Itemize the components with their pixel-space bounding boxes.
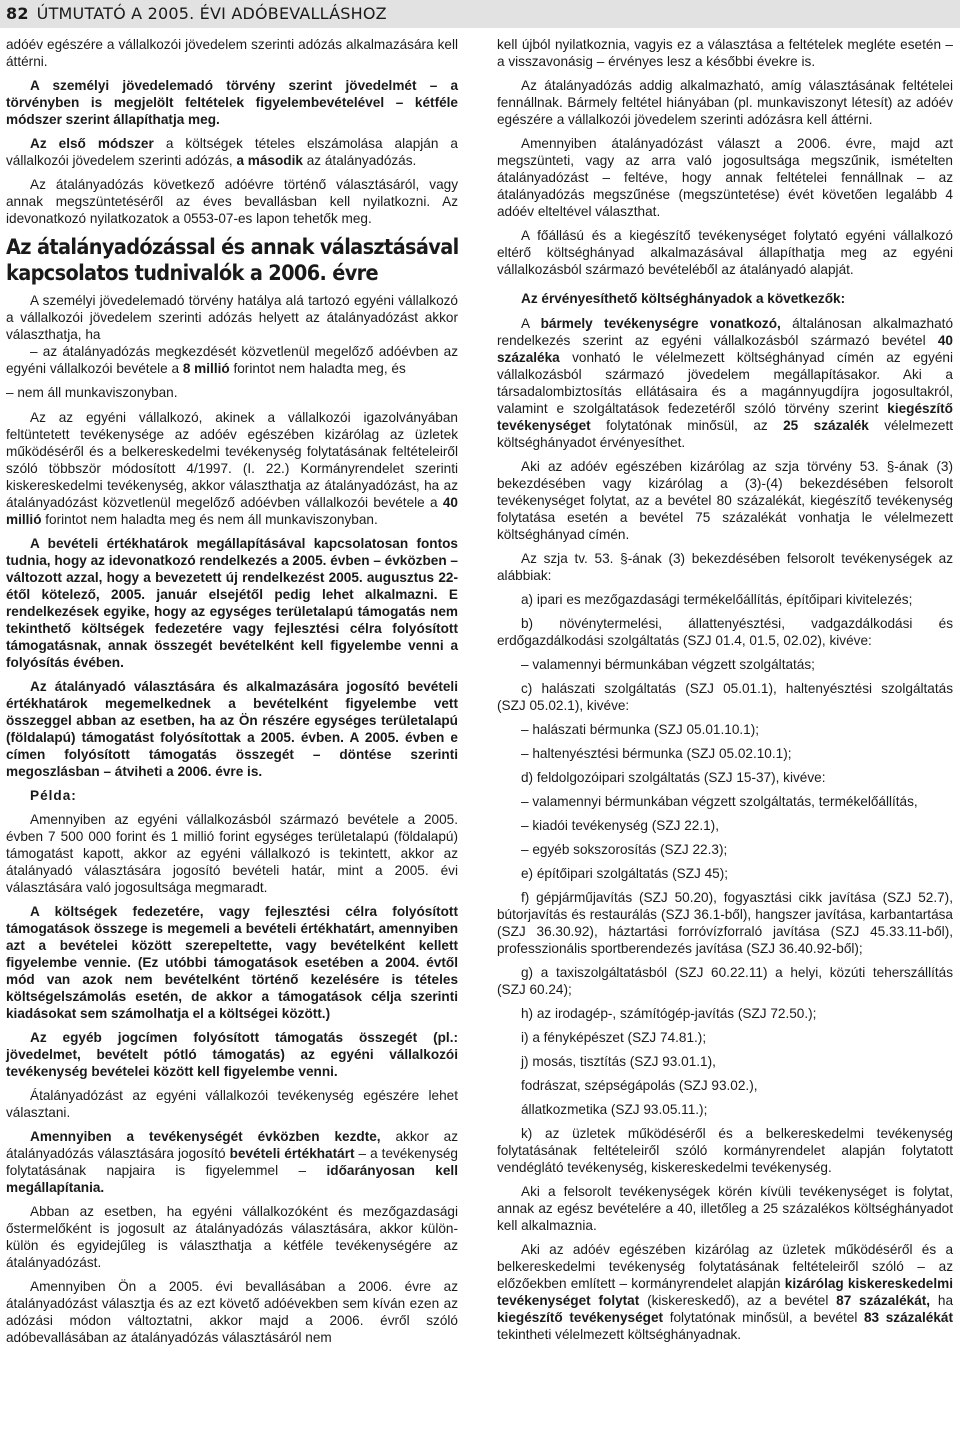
bold-text: kizárólag kiskereskedelmi tevékenységet folytat <box>497 1276 953 1308</box>
text: a költségek tételes elszámolása alapján a vállalkozói jövedelem szerinti adózás, <box>6 136 458 168</box>
bold-text: 8 millió <box>182 361 230 376</box>
paragraph <box>497 315 953 451</box>
text: az átalányadózás. <box>302 153 417 168</box>
sub-item: – valamennyi bérmunkában végzett szolgáltatás; <box>521 657 815 672</box>
bold-text: bevételi értékhatárt <box>229 1146 355 1161</box>
paragraph: kell újból nyilatkoznia, vagyis ez a választása a feltételek megléte esetén – a visszavonásig – érvényes lesz a későbbi évekre is. <box>497 37 953 69</box>
dash-item: – nem áll munkaviszonyban. <box>6 385 178 400</box>
paragraph: A főállású és a kiegészítő tevékenységet folytató egyéni vállalkozó eltérő költséghányad alkalmazásával állapíthatja meg az egyéni vállalkozásból származó bevételéből az átalányadó alapját. <box>497 228 953 277</box>
bold-text: 40 millió <box>6 495 458 527</box>
bold-text: 87 százalékát, <box>836 1293 931 1308</box>
sub-item: – valamennyi bérmunkában végzett szolgáltatás, termékelőállítás, <box>521 794 918 809</box>
list-item-h: h) az irodagép-, számítógép-javítás (SZJ 72.50.); <box>521 1006 817 1021</box>
page-number: 82 <box>6 4 29 23</box>
text: – az átalányadózás megkezdését közvetlenül megelőző adóévben az egyéni vállalkozói bevétele a <box>6 344 458 376</box>
sub-item: – egyéb sokszorosítás (SZJ 22.3); <box>521 842 728 857</box>
text: folytatónak minősül, az <box>590 418 784 433</box>
paragraph: Az szja tv. 53. §-ának (3) bekezdésében felsorolt tevékenységek az alábbiak: <box>497 551 953 583</box>
text: A <box>521 316 541 331</box>
bold-text: időarányosan kell megállapítania. <box>6 1163 458 1195</box>
text: folytatónak minősül, a bevétel <box>663 1310 864 1325</box>
paragraph: Az átalányadózás addig alkalmazható, amíg választásának feltételei fennállnak. Bármely feltétel hiányában (pl. munkaviszonyt létesít) az adóév egészére a vállalkozói jövedelem szerinti adózásra kell áttérni. <box>497 78 953 127</box>
text: ha <box>930 1293 954 1308</box>
text: forintot nem haladta meg és nem áll munkaviszonyban. <box>41 512 378 527</box>
subheading: Az érvényesíthető költséghányadok a következők: <box>521 291 846 306</box>
list-item-f: f) gépjárműjavítás (SZJ 50.20), fogyasztási cikk javítása (SZJ 52.7), bútorjavítás és restaurálás (SZJ 36.1-ből), hangszer javítása, karbantartása (SZJ 36.30.92), háztartási forróvízforraló javítása (SZJ 45.33.11-ből), professzionális sportberendezés javítása (SZJ 36.40.92-ből); <box>497 890 953 956</box>
bold-text: Amennyiben a tevékenységét évközben kezdte, <box>30 1129 381 1144</box>
sub-item: fodrászat, szépségápolás (SZJ 93.02.), <box>521 1078 758 1093</box>
bold-text: 40 százaléka <box>497 333 953 365</box>
bold-text: 83 százalékát <box>863 1310 953 1325</box>
bold-text: kiegészítő tevékenységet <box>497 401 953 433</box>
bold-paragraph: Az átalányadó választására és alkalmazására jogosító bevételi értékhatárok megemelkednek a bevételként figyelembe vett összeggel abban az esetben, ha az Ön részére egységes területalapú (földalapú) támogatást folyósítottak a 2005. évben. A 2005. évben e címen folyósított támogatás összegét – döntése szerinti megoszlásban – átviheti a 2006. évre is. <box>6 679 458 779</box>
bold-paragraph: A költségek fedezetére, vagy fejlesztési célra folyósított támogatások összege is megemeli a bevételi értékhatárt, amennyiben azt a bevételei között szerepeltette, vagy bevételként kellett figyelembe vennie. (Ez utóbbi támogatások esetében a 2004. évtől mód van azok nem bevételként történő kezelésére is tételes költségelszámolás esetén, de akkor a támogatások célja szerinti kiadásokat sem számolhatja el a költségei között.) <box>6 904 458 1021</box>
bold-text: kiegészítő tevékenységet <box>497 1310 664 1325</box>
bold-text: bármely tevékenységre vonatkozó, <box>540 316 781 331</box>
paragraph: Abban az esetben, ha egyéni vállalkozóként és mezőgazdasági őstermelőként is jogosult az átalányadózás választására, akkor külön-külön és egyidejűleg is választhatja a kétféle tevékenységére az átalányadózást. <box>6 1204 458 1270</box>
paragraph <box>6 1128 458 1196</box>
list-item-j: j) mosás, tisztítás (SZJ 93.01.1), <box>521 1054 716 1069</box>
example-title: Példa: <box>30 788 77 803</box>
text: vélelmezett költséghányadot érvényesíthet. <box>497 418 954 450</box>
text: (kiskereskedő), az a bevétel <box>639 1293 837 1308</box>
paragraph: Átalányadózást az egyéni vállalkozói tevékenység egészére lehet választani. <box>6 1088 458 1120</box>
text: tekintheti vélelmezett költséghányadnak. <box>497 1327 742 1342</box>
paragraph <box>6 409 458 528</box>
text: – a tevékenység folytatásának napjaira is figyelemmel – <box>6 1146 458 1178</box>
paragraph: Az átalányadózás következő adóévre történő választásáról, vagy annak megszüntetéséről az éves bevallásban kell nyilatkozni. Az idevonatkozó nyilatkozatok a 0553-07-es lapon tehetők meg. <box>6 177 458 226</box>
right-column <box>497 36 953 1435</box>
sub-item: állatkozmetika (SZJ 93.05.11.); <box>521 1102 708 1117</box>
paragraph: Aki a felsorolt tevékenységek körén kívüli tevékenységet is folytat, annak az egész bevételére a 40, illetőleg a 25 százalékos költséghányadot kell alkalmaznia. <box>497 1184 953 1233</box>
text: Az az egyéni vállalkozó, akinek a vállalkozói igazolványában feltüntetett tevékenysége az adóév egészében kizárólag az üzletek működéséről és a belkereskedelmi tevékenység folytatásának feltételeiről szóló többször módosított 4/1997. (I. 22.) Kormányrendelet szerinti kiskereskedelmi tevékenység, akkor választhatja az átalányadózást, ha az átalányadózást közvetlenül megelőző adóévben vállalkozói bevétele a <box>6 410 458 510</box>
list-item-a: a) ipari es mezőgazdasági termékelőállítás, építőipari kivitelezés; <box>521 592 913 607</box>
bold-paragraph: Az egyéb jogcímen folyósított támogatás összegét (pl.: jövedelmet, bevételt pótló támogatás) az egyéni vállalkozói tevékenység bevételei között kell figyelembe venni. <box>6 1030 458 1079</box>
paragraph: Aki az adóév egészében kizárólag az szja törvény 53. §-ának (3) bekezdésében vagy kizárólag a (3)-(4) bekezdésében felsorolt tevékenységet folytat, az a bevétel 80 százalékát, kiegészítő tevékenység folytatása esetén a bevétel 75 százalékát vonhatja le vélelmezett költséghányad címén. <box>497 459 953 542</box>
list-item-e: e) építőipari szolgáltatás (SZJ 45); <box>521 866 729 881</box>
dash-item <box>6 343 458 377</box>
paragraph: Amennyiben átalányadózást választ a 2006. évre, majd azt megszünteti, vagy az arra való jogosultsága megszűnik, ismételten átalányadózást – feltéve, hogy annak feltételei fennállnak – az átalányadózás megszűnése (megszüntetése) évét követően legalább 4 adóév elteltével választhat. <box>497 136 953 219</box>
left-column <box>6 36 458 1435</box>
list-item-b: b) növénytermelési, állattenyésztési, vadgazdálkodási és erdőgazdálkodási szolgáltatás (SZJ 01.4, 01.5, 02.02), kivéve: <box>497 616 953 648</box>
bold-paragraph: A személyi jövedelemadó törvény szerint jövedelmét – a törvényben is megjelölt feltételek figyelembevételével – kétféle módszer szerint állapíthatja meg. <box>6 78 458 127</box>
bold-text: a második <box>236 153 303 168</box>
section-heading: Az átalányadózással és annak választásával kapcsolatos tudnivalók a 2006. évre <box>6 235 459 285</box>
bold-text: Az első módszer <box>30 136 154 151</box>
bold-text: 25 százalék <box>783 418 869 433</box>
text: akkor az átalányadózás választására jogosító <box>6 1129 459 1161</box>
list-item-g: g) a taxiszolgáltatásból (SZJ 60.22.11) a helyi, közúti teherszállítás (SZJ 60.24); <box>497 965 953 997</box>
paragraph <box>6 135 458 169</box>
sub-item: – halászati bérmunka (SZJ 05.01.10.1); <box>521 722 760 737</box>
paragraph: A személyi jövedelemadó törvény hatálya alá tartozó egyéni vállalkozó a vállalkozói jövedelem szerinti adózás helyett az átalányadózást akkor választhatja, ha <box>6 293 458 342</box>
sub-item: – haltenyésztési bérmunka (SZJ 05.02.10.1); <box>521 746 792 761</box>
paragraph <box>497 1241 953 1343</box>
list-item-c: c) halászati szolgáltatás (SZJ 05.01.1), haltenyésztési szolgáltatás (SZJ 05.02.1), kivéve: <box>497 681 953 713</box>
text: vonható le vélelmezett költséghányad címén az egyéni vállalkozásból származó jövedelem megállapításakor. Aki a társadalombiztosítás ellátásaira és a magánnyugdíjra jogosultakról, valamint e szolgáltatások fedezetéről szóló törvény szerint <box>497 350 953 416</box>
text: általánosan alkalmazható rendelkezés szerint az egyéni vállalkozásból származó bevétel <box>497 316 954 348</box>
paragraph: Amennyiben Ön a 2005. évi bevallásában a 2006. évre az átalányadózást választja és az ezt követő adóévekben sem kíván ezen az adózási módon változtatni, akkor majd a 2006. évről szóló adóbevallásában az átalányadózás választásáról nem <box>6 1279 458 1345</box>
page-header-title: ÚTMUTATÓ A 2005. ÉVI ADÓBEVALLÁSHOZ <box>36 4 387 23</box>
page-header <box>0 0 960 28</box>
bold-paragraph: A bevételi értékhatárok megállapításával kapcsolatosan fontos tudnia, hogy az idevonatkozó rendelkezés a 2005. évben – évközben – változott azzal, hogy a bevezetett új rendelkezést 2005. augusztus 22-étől kötelező, 2005. január elsejétől pedig lehet alkalmazni. E rendelkezések egyike, hogy az egységes területalapú támogatás nem tekinthető költségek fedezetére vagy fejlesztési célra folyósított támogatásnak, annak összegét bevételként kell figyelembe venni a folyósítás évében. <box>6 536 458 670</box>
paragraph: Amennyiben az egyéni vállalkozásból származó bevétele a 2005. évben 7 500 000 forint és 1 millió forint egységes területalapú (földalapú) támogatást kapott, akkor az egyéni vállalkozó is tekintett, akkor az átalányadó választására jogosító bevételi határ, mint a 2005. évi választására való jogosultsága megmaradt. <box>6 812 458 895</box>
list-item-k: k) az üzletek működéséről és a belkereskedelmi tevékenység folytatásának feltételeiről szóló kormányrendelet alapján folytatott vendéglátó tevékenység, kiskereskedelmi tevékenység. <box>497 1126 953 1175</box>
sub-item: – kiadói tevékenység (SZJ 22.1), <box>521 818 719 833</box>
text: Aki az adóév egészében kizárólag az üzletek működéséről és a belkereskedelmi tevékenység folytatásának feltételeiről szóló – az előzőekben említett – kormányrendelet alapján <box>497 1242 953 1291</box>
paragraph: adóév egészére a vállalkozói jövedelem szerinti adózás alkalmazására kell áttérni. <box>6 37 458 69</box>
text: forintot nem haladta meg, és <box>229 361 406 376</box>
list-item-i: i) a fényképészet (SZJ 74.81.); <box>521 1030 707 1045</box>
list-item-d: d) feldolgozóipari szolgáltatás (SZJ 15-37), kivéve: <box>521 770 826 785</box>
